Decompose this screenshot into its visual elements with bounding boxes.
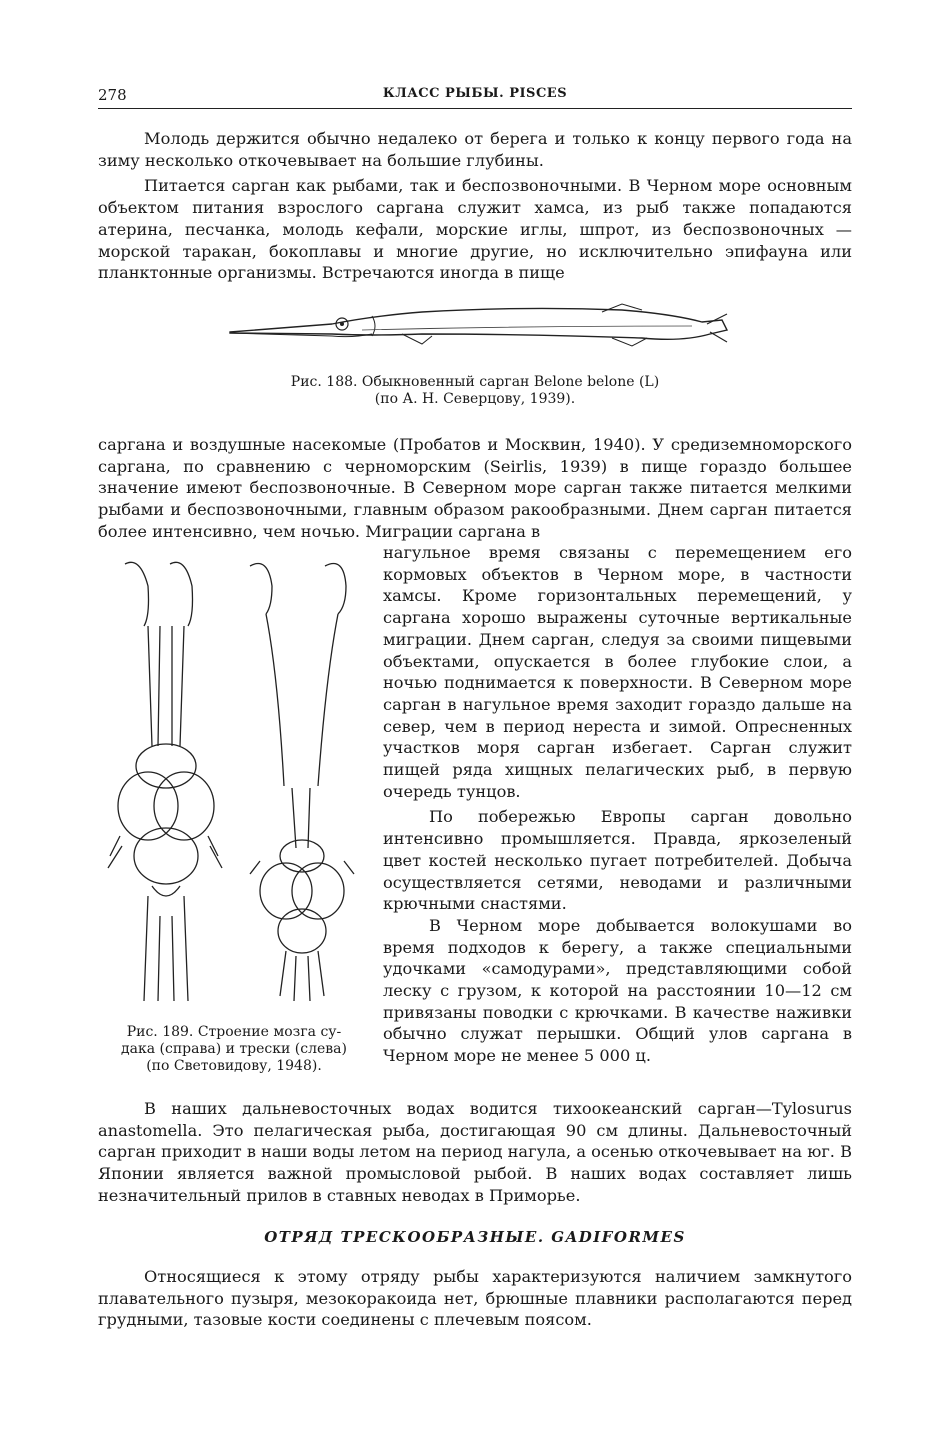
text-column-right bbox=[383, 542, 852, 1067]
brain-structure-figure bbox=[100, 556, 370, 1018]
figure-189-caption: Рис. 189. Строение мозга су- дака (справа) и трески (слева) (по Световидову, 1948). bbox=[121, 1024, 347, 1074]
paragraph: Питается сарган как рыбами, так и беспозвоночными. В Черном море основным объектом питания взрослого саргана служит хамса, из рыб также попадаются атерина, песчанка, молодь кефали, морские иглы, шпрот, из беспозвоночных — морской таракан, бокоплавы и многие другие, но исключительно эпифауна или планктонные организмы. Встречаются иногда в пище bbox=[98, 176, 852, 283]
text-block-top bbox=[98, 128, 852, 284]
paragraph: нагульное время связаны с перемещением его кормовых объектов в Черном море, в частности хамсы. Кроме горизонтальных перемещений, у саргана хорошо выражены суточные вертикальные миграции. Днем сарган, следуя за своими пищевыми объектами, опускается в более глубокие слои, а ночью поднимается к поверхности. В Северном море сарган в нагульное время заходит гораздо дальше на север, чем в период нереста и зимой. Опресненных участков моря сарган избегает. Сарган служит пищей ряда хищных пелагических рыб, в первую очередь тунцов. bbox=[383, 543, 852, 801]
cod-brain bbox=[108, 562, 222, 1001]
zander-brain bbox=[250, 564, 354, 1002]
fish-pectoral-fin bbox=[402, 334, 432, 344]
running-title: КЛАСС РЫБЫ. PISCES bbox=[382, 86, 568, 101]
fish-anal-fin bbox=[612, 338, 647, 346]
section-heading: ОТРЯД ТРЕСКООБРАЗНЫЕ. GADIFORMES bbox=[264, 1228, 686, 1246]
paragraph: В наших дальневосточных водах водится тихоокеанский сарган—Tylosurus anastomella. Это пелагическая рыба, достигающая 90 см длины. Дальневосточный сарган приходит в наши воды летом на период нагула, а осенью откочевывает на юг. В Японии является важной промысловой рыбой. В наших водах составляет лишь незначительный прилов в ставных неводах в Приморье. bbox=[98, 1099, 852, 1205]
text-block-middle bbox=[98, 434, 852, 543]
paragraph: По побережью Европы сарган довольно интенсивно промышляется. Правда, яркозеленый цвет костей несколько пугает потребителей. Добыча осуществляется сетями, неводами и различными крючными снастями. bbox=[383, 807, 852, 914]
text-block-lower bbox=[98, 1098, 852, 1207]
page-number: 278 bbox=[98, 86, 127, 104]
text-block-bottom bbox=[98, 1266, 852, 1331]
fish-lateral-line bbox=[362, 326, 692, 330]
paragraph: В Черном море добывается волокушами во время подходов к берегу, а также специальными удочками «самодурами», представляющими собой леску с грузом, к которой на расстоянии 10—12 см привязаны поводки с крючками. В качестве наживки обычно служат перышки. Общий улов саргана в Черном море не менее 5 000 ц. bbox=[383, 915, 852, 1066]
paragraph: саргана и воздушные насекомые (Пробатов и Москвин, 1940). У средиземноморского саргана, по сравнению с черноморским (Seirlis, 1939) в пище гораздо большее значение имеют беспозвоночные. В Северном море сарган также питается мелкими рыбами и беспозвоночными, главным образом ракообразными. Днем сарган питается более интенсивно, чем ночью. Миграции саргана в bbox=[98, 435, 852, 541]
page-header bbox=[98, 84, 852, 109]
garfish-figure bbox=[222, 296, 732, 358]
paragraph: Молодь держится обычно недалеко от берега и только к концу первого года на зиму несколько откочевывает на большие глубины. bbox=[98, 129, 852, 170]
fish-gill-line bbox=[372, 316, 375, 336]
fish-tail-fin bbox=[707, 314, 727, 342]
paragraph: Относящиеся к этому отряду рыбы характеризуются наличием замкнутого плавательного пузыря, мезокоракоида нет, брюшные плавники располагаются перед грудными, тазовые кости соединены с плечевым поясом. bbox=[98, 1267, 852, 1330]
figure-188-caption: Рис. 188. Обыкновенный сарган Belone belone (L) (по А. Н. Северцову, 1939). bbox=[290, 374, 660, 407]
